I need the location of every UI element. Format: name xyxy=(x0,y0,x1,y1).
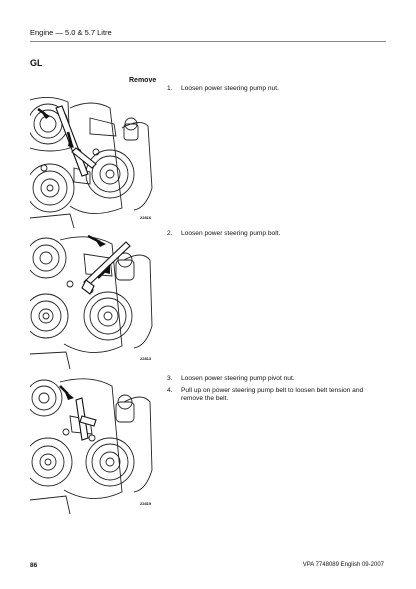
step-text: Loosen power steering pump bolt. xyxy=(181,230,281,237)
document-reference: VPA 7748089 English 09-2007 xyxy=(302,562,384,568)
step-text: Loosen power steering pump pivot nut. xyxy=(181,375,295,382)
step-text: Pull up on power steering pump belt to loosen belt tension and remove the belt. xyxy=(181,387,364,403)
page-number: 86 xyxy=(30,562,38,569)
figure-number-1: 22816 xyxy=(140,215,152,220)
step-number: 1. xyxy=(167,85,173,92)
figure-1-illustration xyxy=(30,88,158,228)
step-text: Loosen power steering pump nut. xyxy=(181,85,279,92)
subheading-remove: Remove xyxy=(129,77,157,84)
figure-number-3: 22819 xyxy=(140,501,152,506)
figure-number-2: 22813 xyxy=(140,356,152,361)
step-number: 4. xyxy=(167,387,173,394)
step-3 xyxy=(167,375,382,383)
engine-drawing-2 xyxy=(30,234,158,369)
engine-drawing-1 xyxy=(30,88,158,228)
step-number: 2. xyxy=(167,230,173,237)
step-4 xyxy=(167,387,382,404)
step-1 xyxy=(167,85,382,93)
engine-drawing-3 xyxy=(30,376,158,514)
header-divider xyxy=(30,41,386,42)
page-header-title: Engine — 5.0 & 5.7 Litre xyxy=(30,28,112,37)
step-2 xyxy=(167,230,382,238)
step-number: 3. xyxy=(167,375,173,382)
section-title: GL xyxy=(30,58,43,68)
figure-2-illustration xyxy=(30,234,158,369)
figure-3-illustration xyxy=(30,376,158,514)
